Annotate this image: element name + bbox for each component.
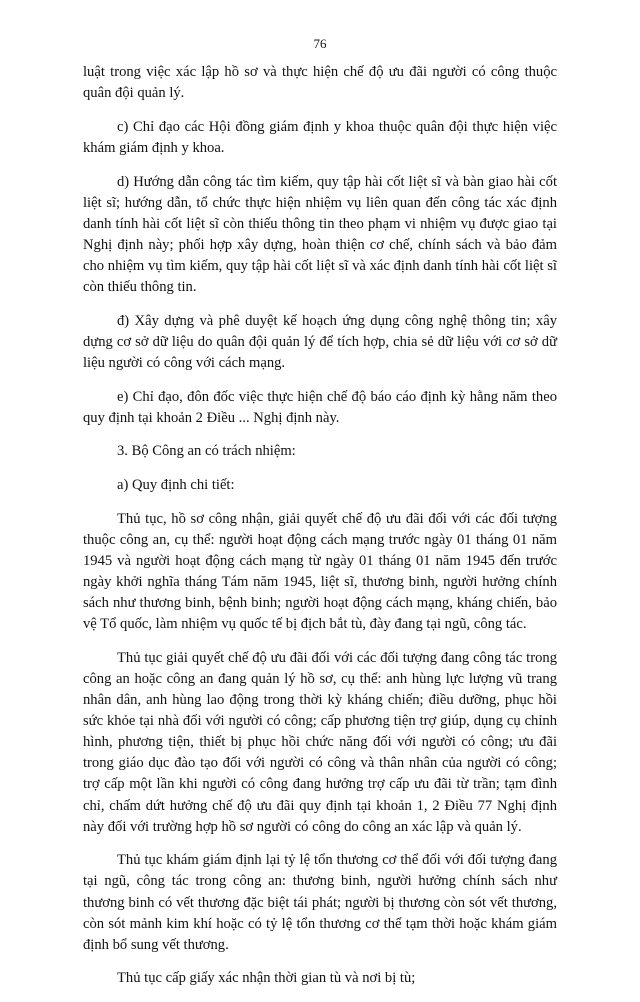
paragraph-d: d) Hướng dẫn công tác tìm kiếm, quy tập hài cốt liệt sĩ và bàn giao hài cốt liệt sĩ; hướng dẫn, tổ chức thực hiện nhiệm vụ liên quan đến công tác xác định danh tính hài cốt liệt sĩ còn thiếu thông tin theo phạm vi nhiệm vụ được giao tại Nghị định này; phối hợp xây dựng, hoàn thiện cơ chế, chính sách và bảo đảm cho nhiệm vụ tìm kiếm, quy tập hài cốt liệt sĩ và xác định danh tính hài cốt liệt sĩ còn thiếu thông tin. [83, 173, 557, 296]
paragraph-procedure-1: Thủ tục, hồ sơ công nhận, giải quyết chế độ ưu đãi đối với các đối tượng thuộc công an, cụ thể: người hoạt động cách mạng trước ngày 01 tháng 01 năm 1945 và người hoạt động cách mạng từ ngày 01 tháng 01 năm 1945 đến trước ngày khởi nghĩa tháng Tám năm 1945, liệt sĩ, thương binh, người hưởng chính sách như thương binh, bệnh binh; người hoạt động cách mạng, kháng chiến, bảo vệ Tổ quốc, làm nhiệm vụ quốc tế bị địch bắt tù, đày đang tại ngũ, công tác. [83, 510, 557, 633]
page-number: 76 [313, 36, 327, 51]
paragraph-procedure-4: Thủ tục cấp giấy xác nhận thời gian tù và nơi bị tù; [117, 970, 416, 987]
paragraph-continuation: luật trong việc xác lập hồ sơ và thực hiện chế độ ưu đãi người có công thuộc quân đội quản lý. [83, 64, 557, 102]
document-body [83, 62, 557, 1002]
section-heading-3: 3. Bộ Công an có trách nhiệm: [117, 443, 296, 460]
paragraph-e: e) Chỉ đạo, đôn đốc việc thực hiện chế độ báo cáo định kỳ hằng năm theo quy định tại khoản 2 Điều ... Nghị định này. [83, 388, 557, 426]
paragraph-procedure-3: Thủ tục khám giám định lại tỷ lệ tổn thương cơ thể đối với đối tượng đang tại ngũ, công tác trong công an: thương binh, người hưởng chính sách như thương binh có vết thương đặc biệt tái phát; người bị thương còn sót vết thương, còn sót mảnh kim khí hoặc có tỷ lệ tổn thương cơ thể tạm thời hoặc khám giám định bổ sung vết thương. [83, 852, 557, 953]
paragraph-a: a) Quy định chi tiết: [117, 477, 235, 494]
paragraph-dd: đ) Xây dựng và phê duyệt kế hoạch ứng dụng công nghệ thông tin; xây dựng cơ sở dữ liệu do quân đội quản lý để tích hợp, chia sẻ dữ liệu với cơ sở dữ liệu người có công với cách mạng. [83, 312, 557, 371]
paragraph-procedure-2: Thủ tục giải quyết chế độ ưu đãi đối với các đối tượng đang công tác trong công an hoặc công an đang quản lý hồ sơ, cụ thể: anh hùng lực lượng vũ trang nhân dân, anh hùng lao động trong thời kỳ kháng chiến; điều dưỡng, phục hồi sức khỏe tại nhà đối với người có công; cấp phương tiện trợ giúp, dụng cụ chỉnh hình, phương tiện, thiết bị phục hồi chức năng đối với người có công; ưu đãi trong giáo dục đào tạo đối với người có công và thân nhân của người có công; trợ cấp một lần khi người có công đang hưởng trợ cấp ưu đãi từ trần; tạm đình chỉ, chấm dứt hưởng chế độ ưu đãi quy định tại khoản 1, 2 Điều 77 Nghị định này đối với trường hợp hồ sơ người có công do công an xác lập và quản lý. [83, 649, 557, 835]
paragraph-c: c) Chỉ đạo các Hội đồng giám định y khoa thuộc quân đội thực hiện việc khám giám định y khoa. [83, 118, 557, 156]
